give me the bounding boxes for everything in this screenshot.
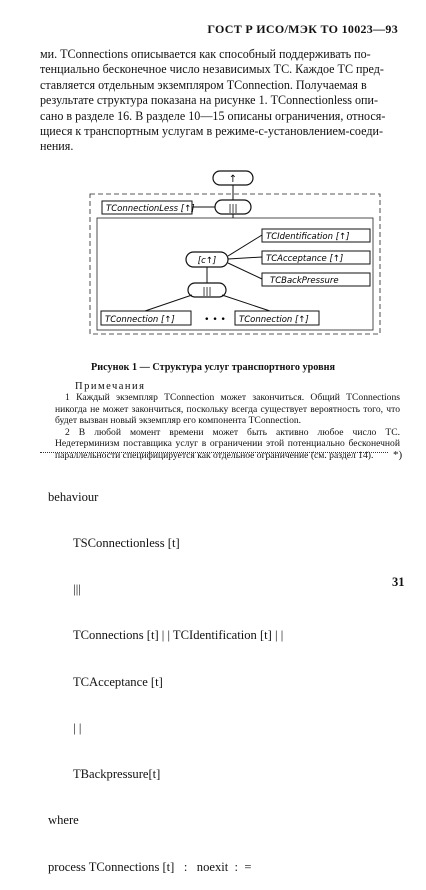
connection-right-label: TConnection [↑] (239, 315, 309, 325)
backpressure-label: TCBackPressure (270, 276, 339, 286)
acceptance-label: TCAcceptance [↑] (266, 254, 344, 264)
code-line: ||| (48, 582, 81, 597)
page-header: ГОСТ Р ИСО/МЭК ТО 10023—93 (207, 22, 398, 36)
code-line: where (48, 813, 79, 828)
connector-line (228, 263, 262, 279)
connectionless-label: TConnectionLess [↑] (106, 204, 195, 214)
code-line: process TConnections [t] : noexit : = (48, 859, 252, 874)
notes-title: Примечания (75, 381, 146, 392)
connector-line (228, 257, 262, 259)
connection-left-label: TConnection [↑] (105, 315, 175, 325)
code-line: TCAcceptance [t] (48, 674, 163, 689)
code-line: TSConnectionless [t] (48, 536, 180, 551)
separator-rule (40, 452, 388, 453)
paragraph-line: результате структура показана на рисунке 1. TConnectionless опи- (40, 93, 378, 108)
footnote-marker: *) (393, 449, 403, 461)
service-structure-diagram (85, 168, 395, 338)
behaviour-spec (48, 459, 283, 890)
lower-parallel-label: ||| (202, 287, 212, 297)
connector-line (145, 295, 192, 311)
paragraph-line: щиеся к транспортным услугам в режиме-с-установлением-соеди- (40, 124, 383, 139)
figure-caption: Рисунок 1 — Структура услуг транспортного уровня (91, 362, 335, 373)
inner-gate-label: [c↑] (197, 256, 217, 266)
code-line: TBackpressure[t] (48, 767, 161, 782)
code-line: behaviour (48, 489, 99, 504)
code-line: | | (48, 720, 82, 735)
connector-line (222, 295, 270, 311)
identification-label: TCIdentification [↑] (266, 232, 350, 242)
paragraph-line: ставляется отдельным экземпляром TConnection. Получаемая в (40, 77, 367, 92)
ellipsis-label: • • • (204, 315, 226, 325)
paragraph-line: сано в разделе 16. В разделе 10—15 описаны ограничения, относя- (40, 108, 386, 123)
paragraph-line: нения. (40, 139, 74, 154)
paragraph-line: тенциально бесконечное число независимых ТС. Каждое ТС пред- (40, 62, 384, 77)
body-paragraph (40, 47, 400, 155)
paragraph-line: ми. TConnections описывается как способный поддерживать по- (40, 47, 371, 61)
connector-line (228, 235, 262, 256)
top-gate-label: ↑ (228, 174, 238, 185)
page-number: 31 (392, 575, 405, 589)
note-item: 2 В любой момент времени может быть активно любое число ТС. Недетерминизм поставщика услуг в ограничении этой потенциально бесконечной параллельности специфицируется как отдельное ограничение (см. раздел 14). (55, 426, 400, 461)
note-item: 1 Каждый экземпляр TConnection может закончиться. Общий TConnections никогда не может закончиться, поскольку всегда существует вероятность того, что будет вызван новый экземпляр его компонента TConnection. (55, 392, 400, 427)
code-line: TConnections [t] | | TCIdentification [t] | | (48, 628, 284, 643)
top-parallel-label: ||| (228, 204, 238, 214)
